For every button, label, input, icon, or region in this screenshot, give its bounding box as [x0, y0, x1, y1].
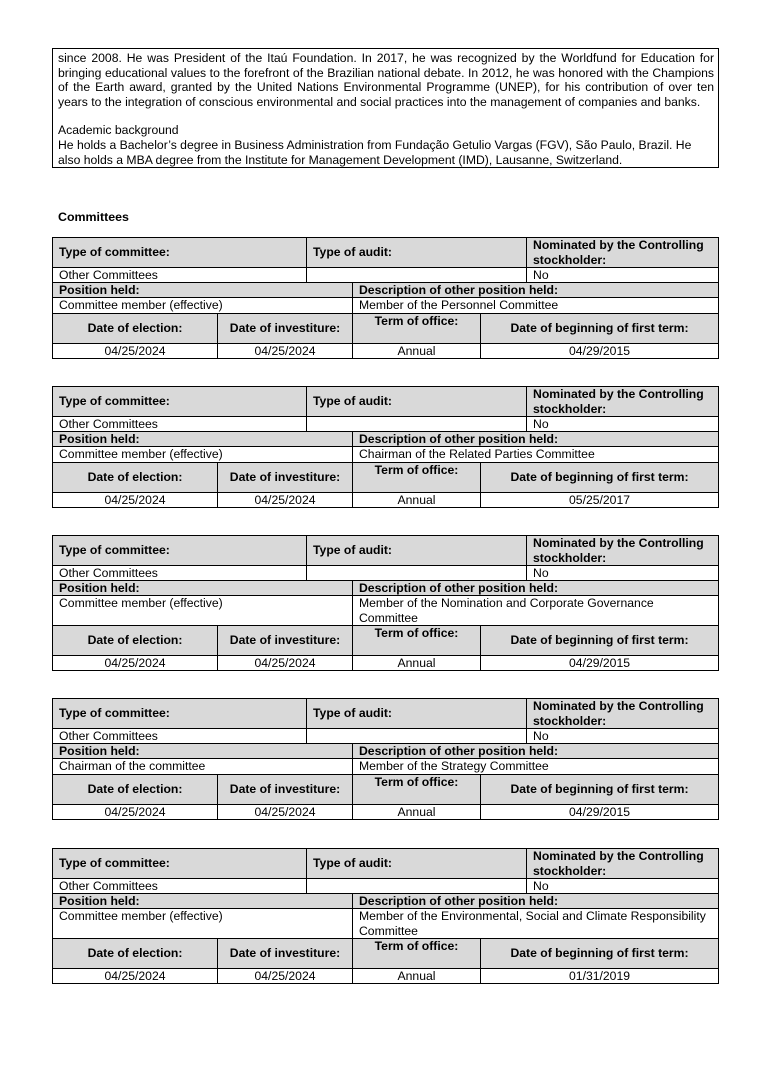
date-investiture-label: Date of investiture: — [218, 938, 353, 968]
description-label: Description of other position held: — [353, 432, 719, 447]
committee-header-row — [53, 387, 719, 417]
term-office-label: Term of office: — [353, 938, 481, 968]
date-election-label: Date of election: — [53, 313, 218, 343]
term-office-value: Annual — [353, 492, 481, 507]
position-values-row — [53, 596, 719, 625]
type-of-committee-label: Type of committee: — [53, 536, 307, 566]
position-held-label: Position held: — [53, 283, 353, 298]
date-election-value: 04/25/2024 — [53, 968, 218, 983]
type-of-committee-label: Type of committee: — [53, 849, 307, 879]
date-beginning-value: 04/29/2015 — [481, 343, 719, 358]
nominated-value: No — [527, 417, 719, 432]
date-investiture-value: 04/25/2024 — [218, 968, 353, 983]
description-value: Member of the Nomination and Corporate Governance Committee — [353, 596, 719, 625]
position-values-row — [53, 447, 719, 462]
position-held-value: Committee member (effective) — [53, 298, 353, 313]
nominated-label: Nominated by the Controlling stockholder: — [527, 536, 719, 566]
date-beginning-label: Date of beginning of first term: — [481, 774, 719, 804]
position-held-label: Position held: — [53, 894, 353, 909]
date-investiture-label: Date of investiture: — [218, 625, 353, 655]
date-beginning-value: 04/29/2015 — [481, 655, 719, 670]
term-office-value: Annual — [353, 804, 481, 819]
position-held-value: Committee member (effective) — [53, 909, 353, 938]
position-header-row — [53, 894, 719, 909]
type-of-committee-label: Type of committee: — [53, 699, 307, 729]
position-held-value: Committee member (effective) — [53, 596, 353, 625]
term-office-label: Term of office: — [353, 462, 481, 492]
date-election-label: Date of election: — [53, 938, 218, 968]
committee-header-row — [53, 238, 719, 268]
type-of-committee-value: Other Committees — [53, 566, 307, 581]
position-held-value: Chairman of the committee — [53, 759, 353, 774]
position-values-row — [53, 759, 719, 774]
term-office-label: Term of office: — [353, 313, 481, 343]
committee-values-row — [53, 729, 719, 744]
nominated-value: No — [527, 879, 719, 894]
committee-header-row — [53, 849, 719, 879]
nominated-value: No — [527, 268, 719, 283]
position-header-row — [53, 581, 719, 596]
committee-values-row — [53, 268, 719, 283]
dates-header-row — [53, 462, 719, 492]
date-election-label: Date of election: — [53, 625, 218, 655]
date-investiture-label: Date of investiture: — [218, 774, 353, 804]
biography-box — [52, 48, 719, 168]
dates-header-row — [53, 938, 719, 968]
dates-values-row — [53, 343, 719, 358]
position-held-label: Position held: — [53, 581, 353, 596]
position-header-row — [53, 744, 719, 759]
nominated-label: Nominated by the Controlling stockholder: — [527, 849, 719, 879]
type-of-committee-value: Other Committees — [53, 879, 307, 894]
dates-header-row — [53, 625, 719, 655]
type-of-audit-label: Type of audit: — [307, 238, 527, 268]
description-value: Chairman of the Related Parties Committee — [353, 447, 719, 462]
nominated-label: Nominated by the Controlling stockholder: — [527, 238, 719, 268]
date-beginning-value: 05/25/2017 — [481, 492, 719, 507]
date-election-label: Date of election: — [53, 774, 218, 804]
academic-heading: Academic background — [58, 123, 179, 138]
date-investiture-value: 04/25/2024 — [218, 492, 353, 507]
dates-values-row — [53, 804, 719, 819]
date-beginning-value: 04/29/2015 — [481, 804, 719, 819]
date-beginning-label: Date of beginning of first term: — [481, 938, 719, 968]
type-of-audit-label: Type of audit: — [307, 387, 527, 417]
term-office-value: Annual — [353, 343, 481, 358]
committee-table — [52, 698, 719, 820]
position-values-row — [53, 298, 719, 313]
description-value: Member of the Environmental, Social and Climate Responsibility Committee — [353, 909, 719, 938]
type-of-audit-label: Type of audit: — [307, 699, 527, 729]
date-beginning-label: Date of beginning of first term: — [481, 462, 719, 492]
date-beginning-value: 01/31/2019 — [481, 968, 719, 983]
dates-values-row — [53, 492, 719, 507]
term-office-label: Term of office: — [353, 774, 481, 804]
position-held-value: Committee member (effective) — [53, 447, 353, 462]
description-label: Description of other position held: — [353, 581, 719, 596]
position-values-row — [53, 909, 719, 938]
description-label: Description of other position held: — [353, 744, 719, 759]
date-investiture-label: Date of investiture: — [218, 462, 353, 492]
nominated-value: No — [527, 566, 719, 581]
date-investiture-label: Date of investiture: — [218, 313, 353, 343]
committee-values-row — [53, 879, 719, 894]
committee-table — [52, 386, 719, 508]
description-label: Description of other position held: — [353, 283, 719, 298]
type-of-audit-value — [307, 729, 527, 744]
type-of-audit-label: Type of audit: — [307, 536, 527, 566]
committee-table — [52, 848, 719, 984]
date-investiture-value: 04/25/2024 — [218, 804, 353, 819]
biography-paragraph: since 2008. He was President of the Itaú Foundation. In 2017, he was recognized by the Worldfund for Education for bringing educational values to the forefront of the Brazilian national debate. In 2012, he was honored with the Champions of the Earth award, granted by the United Nations Environmental Programme (UNEP), for his contribution of over ten years to the integration of conscious environmental and social practices into the management of companies and banks. — [58, 51, 714, 109]
section-title: Committees — [58, 210, 129, 224]
type-of-audit-label: Type of audit: — [307, 849, 527, 879]
committee-header-row — [53, 699, 719, 729]
date-election-value: 04/25/2024 — [53, 492, 218, 507]
type-of-committee-label: Type of committee: — [53, 387, 307, 417]
nominated-value: No — [527, 729, 719, 744]
academic-text: He holds a Bachelor’s degree in Business Administration from Fundação Getulio Vargas (FGV), São Paulo, Brazil. He also holds a MBA degree from the Institute for Management Development (IMD), Lausanne, Switzerland. — [58, 137, 692, 167]
position-held-label: Position held: — [53, 744, 353, 759]
date-investiture-value: 04/25/2024 — [218, 343, 353, 358]
position-header-row — [53, 283, 719, 298]
type-of-committee-value: Other Committees — [53, 268, 307, 283]
date-investiture-value: 04/25/2024 — [218, 655, 353, 670]
description-label: Description of other position held: — [353, 894, 719, 909]
type-of-committee-value: Other Committees — [53, 417, 307, 432]
committee-values-row — [53, 566, 719, 581]
term-office-value: Annual — [353, 655, 481, 670]
committee-header-row — [53, 536, 719, 566]
term-office-label: Term of office: — [353, 625, 481, 655]
dates-values-row — [53, 655, 719, 670]
description-value: Member of the Personnel Committee — [353, 298, 719, 313]
date-election-value: 04/25/2024 — [53, 343, 218, 358]
position-header-row — [53, 432, 719, 447]
dates-header-row — [53, 313, 719, 343]
type-of-committee-label: Type of committee: — [53, 238, 307, 268]
dates-header-row — [53, 774, 719, 804]
type-of-audit-value — [307, 879, 527, 894]
position-held-label: Position held: — [53, 432, 353, 447]
date-election-value: 04/25/2024 — [53, 804, 218, 819]
academic-background — [58, 123, 714, 167]
nominated-label: Nominated by the Controlling stockholder: — [527, 387, 719, 417]
committee-table — [52, 237, 719, 359]
committee-table — [52, 535, 719, 671]
term-office-value: Annual — [353, 968, 481, 983]
type-of-audit-value — [307, 417, 527, 432]
nominated-label: Nominated by the Controlling stockholder: — [527, 699, 719, 729]
date-beginning-label: Date of beginning of first term: — [481, 313, 719, 343]
dates-values-row — [53, 968, 719, 983]
description-value: Member of the Strategy Committee — [353, 759, 719, 774]
date-election-label: Date of election: — [53, 462, 218, 492]
date-election-value: 04/25/2024 — [53, 655, 218, 670]
type-of-committee-value: Other Committees — [53, 729, 307, 744]
type-of-audit-value — [307, 566, 527, 581]
date-beginning-label: Date of beginning of first term: — [481, 625, 719, 655]
committee-values-row — [53, 417, 719, 432]
type-of-audit-value — [307, 268, 527, 283]
